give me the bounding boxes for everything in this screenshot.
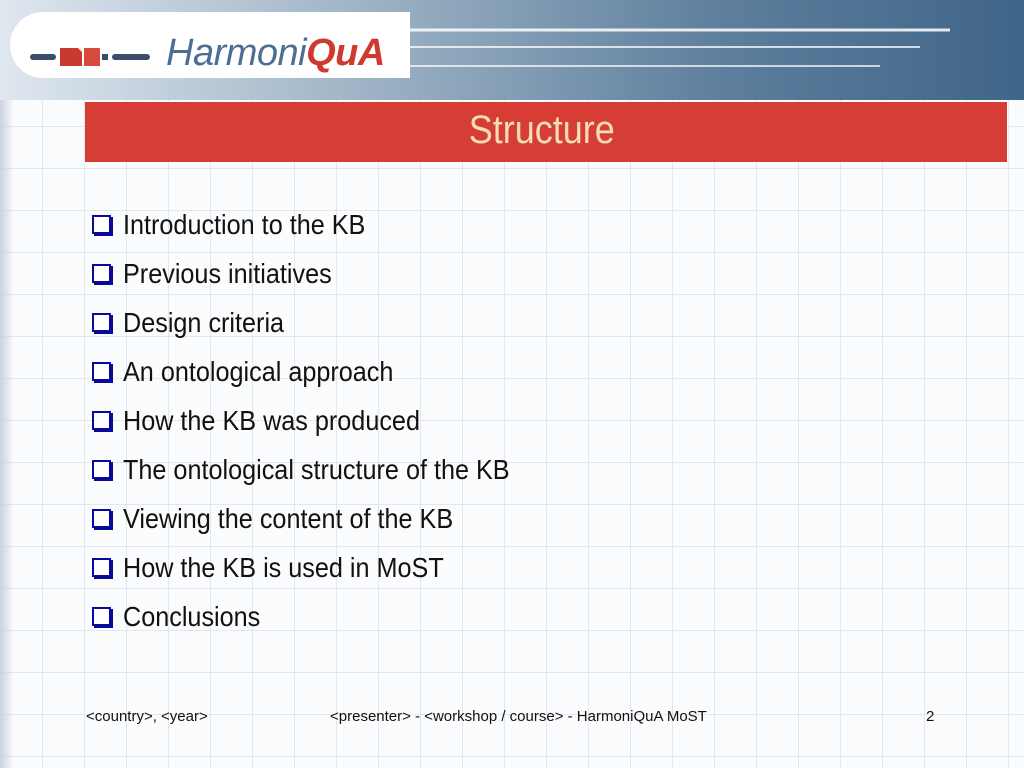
list-item: [92, 543, 553, 592]
slide-title: Structure: [468, 108, 615, 152]
list-item: [92, 298, 553, 347]
header-decorative-lines: [410, 14, 1010, 84]
bullet-list: [92, 200, 553, 641]
list-item-label: Introduction to the KB: [123, 208, 366, 240]
list-item: [92, 396, 553, 445]
square-bullet-icon: [92, 607, 111, 626]
list-item-label: An ontological approach: [123, 355, 394, 387]
square-bullet-icon: [92, 509, 111, 528]
list-item: [92, 347, 553, 396]
header-band: [0, 0, 1024, 100]
square-bullet-icon: [92, 215, 111, 234]
list-item-label: The ontological structure of the KB: [123, 453, 510, 485]
harmoniqua-logo-mark: [30, 44, 155, 72]
logo-text-qua: QuA: [306, 32, 385, 74]
list-item: [92, 200, 553, 249]
list-item: [92, 445, 553, 494]
list-item-label: Conclusions: [123, 600, 261, 632]
square-bullet-icon: [92, 362, 111, 381]
logo-text-harmoni: Harmoni: [166, 32, 307, 74]
square-bullet-icon: [92, 313, 111, 332]
list-item-label: Design criteria: [123, 306, 285, 338]
list-item-label: How the KB is used in MoST: [123, 551, 444, 583]
list-item: [92, 494, 553, 543]
left-edge-shade: [0, 0, 14, 768]
list-item-label: Previous initiatives: [123, 257, 332, 289]
list-item-label: How the KB was produced: [123, 404, 420, 436]
square-bullet-icon: [92, 460, 111, 479]
square-bullet-icon: [92, 558, 111, 577]
square-bullet-icon: [92, 264, 111, 283]
square-bullet-icon: [92, 411, 111, 430]
footer-presenter-info: <presenter> - <workshop / course> - HarmoniQuA MoST: [330, 708, 707, 725]
list-item: [92, 249, 553, 298]
footer-country-year: <country>, <year>: [86, 708, 208, 725]
list-item-label: Viewing the content of the KB: [123, 502, 454, 534]
list-item: [92, 592, 553, 641]
harmoniqua-logo-text: [166, 32, 385, 75]
slide-page-number: 2: [926, 708, 935, 725]
